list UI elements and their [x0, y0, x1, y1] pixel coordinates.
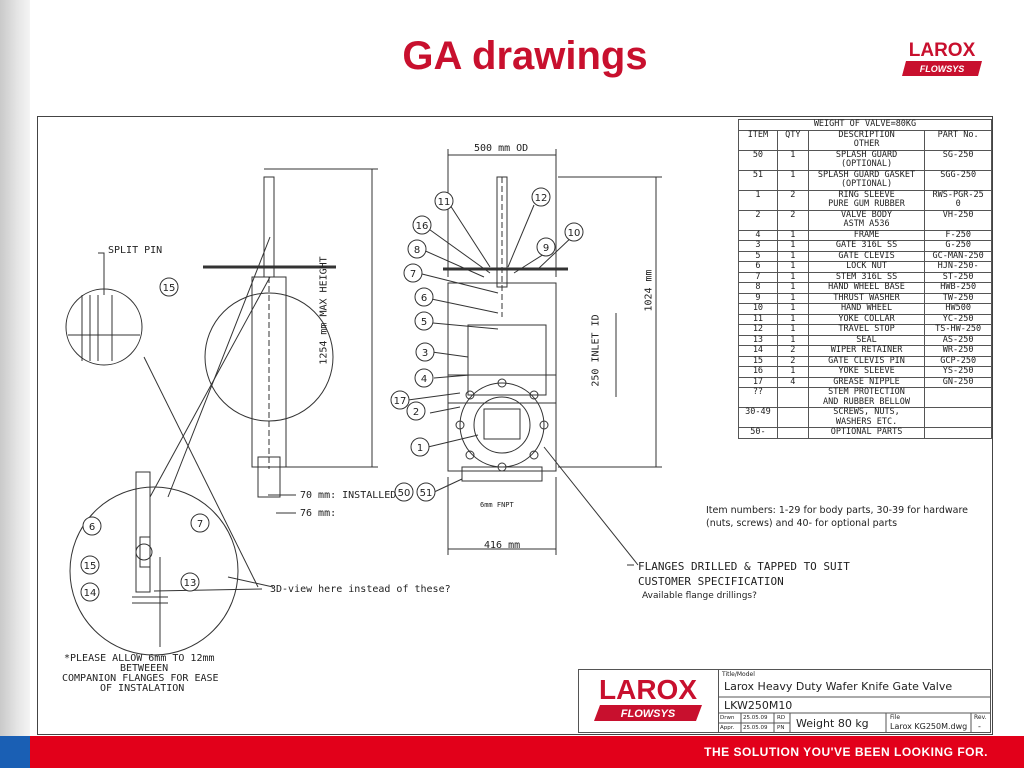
parts-table-cell: 1 [777, 304, 808, 315]
parts-table-cell: 11 [739, 314, 778, 325]
balloon-1 [411, 438, 429, 456]
balloon-5 [415, 312, 433, 330]
parts-table-cell: SGG-250 [925, 170, 992, 190]
parts-table-cell: 1 [777, 170, 808, 190]
dim-od: 500 mm OD [474, 143, 529, 154]
parts-table-cell: 9 [739, 293, 778, 304]
parts-table-cell: SCREWS, NUTS, WASHERS ETC. [808, 408, 925, 428]
note-flanges-1: FLANGES DRILLED & TAPPED TO SUIT [638, 560, 850, 573]
tb-title-label: Title/Model [722, 671, 755, 678]
parts-table-cell: HW500 [925, 304, 992, 315]
parts-table-cell: 1 [777, 325, 808, 336]
balloon-15-detail [81, 556, 99, 574]
parts-table-cell: GATE CLEVIS PIN [808, 356, 925, 367]
balloon-16 [413, 216, 431, 234]
parts-table-cell: SPLASH GUARD (OPTIONAL) [808, 150, 925, 170]
parts-table-cell: RWS-PGR-25 0 [925, 190, 992, 210]
parts-table-cell: WR-250 [925, 346, 992, 357]
slide-title: GA drawings [402, 34, 648, 78]
parts-table-cell: YS-250 [925, 367, 992, 378]
parts-table-row [739, 150, 992, 170]
svg-text:12: 12 [534, 193, 548, 204]
parts-table-cell: TRAVEL STOP [808, 325, 925, 336]
parts-table-cell: THRUST WASHER [808, 293, 925, 304]
parts-table-cell: 1 [777, 241, 808, 252]
balloon-14 [81, 583, 99, 601]
parts-table-cell: 1 [777, 314, 808, 325]
tb-appr: Appr. [720, 725, 735, 731]
parts-table-cell: 50- [739, 428, 778, 439]
parts-table-cell: TW-250 [925, 293, 992, 304]
balloon-51 [417, 483, 435, 501]
parts-table-row [739, 335, 992, 346]
left-gradient-bar [0, 0, 30, 736]
ga-drawing [37, 116, 993, 735]
parts-table-cell: STEM 316L SS [808, 272, 925, 283]
dim-inlet: 250 INLET ID [590, 314, 602, 387]
parts-table-cell: HAND WHEEL BASE [808, 283, 925, 294]
parts-table-cell: VH-250 [925, 210, 992, 230]
parts-table-cell: 1 [777, 262, 808, 273]
balloon-7 [404, 264, 422, 282]
svg-text:LAROX: LAROX [599, 674, 697, 705]
parts-table-cell: YC-250 [925, 314, 992, 325]
parts-table-cell [925, 408, 992, 428]
parts-table-cell: F-250 [925, 230, 992, 241]
parts-table-cell: 6 [739, 262, 778, 273]
parts-table-row [739, 367, 992, 378]
parts-table-cell: HWB-250 [925, 283, 992, 294]
note-allow-3: COMPANION FLANGES FOR EASE [62, 673, 219, 684]
parts-table-cell: G-250 [925, 241, 992, 252]
svg-text:3: 3 [421, 348, 429, 359]
tb-file-label: File [890, 714, 901, 721]
dim-fnpt: 6mm FNPT [480, 501, 514, 509]
footer-bar [0, 736, 1024, 768]
parts-table-cell: STEM PROTECTION AND RUBBER BELLOW [808, 388, 925, 408]
parts-table-cell: 1 [777, 367, 808, 378]
parts-table-weight: WEIGHT OF VALVE=80KG [739, 120, 992, 131]
parts-table-row [739, 388, 992, 408]
parts-table-cell: SG-250 [925, 150, 992, 170]
parts-table-row [739, 283, 992, 294]
parts-table-cell [777, 408, 808, 428]
balloon-6-detail [83, 517, 101, 535]
tb-appr-date: 25.05.09 [743, 725, 768, 731]
parts-table-cell: 2 [777, 210, 808, 230]
svg-text:6: 6 [88, 522, 96, 533]
parts-table-row [739, 314, 992, 325]
parts-table [738, 119, 992, 439]
parts-table-cell: 1 [777, 293, 808, 304]
parts-table-cell: 1 [777, 150, 808, 170]
parts-table-cell [777, 428, 808, 439]
title-block [578, 669, 991, 733]
dim-max-height: 1254 mm MAX HEIGHT [318, 256, 330, 365]
svg-text:10: 10 [567, 228, 581, 239]
parts-table-row [739, 190, 992, 210]
balloon-7-detail [191, 514, 209, 532]
parts-table-row [739, 325, 992, 336]
tb-model: LKW250M10 [724, 699, 793, 712]
svg-text:FLOWSYS: FLOWSYS [620, 708, 676, 720]
parts-table-cell: YOKE SLEEVE [808, 367, 925, 378]
svg-text:FLOWSYS: FLOWSYS [919, 64, 965, 74]
balloon-3 [416, 343, 434, 361]
footer-blue-block [0, 736, 30, 768]
note-split-pin: SPLIT PIN [108, 245, 163, 256]
svg-text:14: 14 [83, 588, 97, 599]
parts-table-cell [925, 388, 992, 408]
parts-table-cell: LOCK NUT [808, 262, 925, 273]
parts-table-cell [777, 388, 808, 408]
svg-text:2: 2 [412, 407, 420, 418]
parts-table-cell: 30-49 [739, 408, 778, 428]
note-allow-1: *PLEASE ALLOW 6mm TO 12mm [64, 653, 215, 664]
parts-table-row [739, 210, 992, 230]
balloon-17 [391, 391, 409, 409]
parts-table-cell: 4 [777, 377, 808, 388]
parts-table-cell: 10 [739, 304, 778, 315]
parts-table-cell: SPLASH GUARD GASKET (OPTIONAL) [808, 170, 925, 190]
svg-text:51: 51 [419, 488, 433, 499]
balloon-50 [395, 483, 413, 501]
parts-table-cell: 4 [739, 230, 778, 241]
tb-drwn: Drwn [720, 715, 735, 721]
balloon-8 [408, 240, 426, 258]
parts-table-cell: TS-HW-250 [925, 325, 992, 336]
parts-table-cell: GN-250 [925, 377, 992, 388]
parts-table-cell: HAND WHEEL [808, 304, 925, 315]
dim-height: 1024 mm [643, 269, 655, 312]
parts-table-cell: 3 [739, 241, 778, 252]
tb-weight: Weight 80 kg [796, 717, 869, 730]
svg-text:15: 15 [162, 283, 176, 294]
svg-text:4: 4 [420, 374, 428, 385]
parts-table-row [739, 170, 992, 190]
dim-installed: 70 mm: INSTALLED [300, 490, 397, 501]
parts-table-cell: 2 [777, 190, 808, 210]
svg-text:9: 9 [542, 243, 550, 254]
dim-416: 416 mm [484, 540, 521, 551]
parts-table-row [739, 293, 992, 304]
parts-table-cell: 12 [739, 325, 778, 336]
parts-table-cell: AS-250 [925, 335, 992, 346]
parts-table-cell: 15 [739, 356, 778, 367]
note-available: Available flange drillings? [642, 591, 757, 601]
tb-drwn-by: RD [777, 715, 786, 721]
parts-table-cell: 51 [739, 170, 778, 190]
svg-text:8: 8 [413, 245, 421, 256]
parts-table-row [739, 251, 992, 262]
svg-text:7: 7 [409, 269, 417, 280]
svg-text:15: 15 [83, 561, 97, 572]
parts-table-cell: 1 [777, 335, 808, 346]
parts-table-cell: GC-MAN-250 [925, 251, 992, 262]
note-flanges-2: CUSTOMER SPECIFICATION [638, 575, 784, 588]
parts-table-cell: GCP-250 [925, 356, 992, 367]
parts-table-row [739, 346, 992, 357]
svg-text:16: 16 [415, 221, 429, 232]
svg-text:50: 50 [397, 488, 411, 499]
parts-table-cell [925, 428, 992, 439]
balloon-10 [565, 223, 583, 241]
parts-table-row [739, 262, 992, 273]
parts-table-row [739, 408, 992, 428]
balloon-13 [181, 573, 199, 591]
parts-table-cell: 13 [739, 335, 778, 346]
parts-table-cell: ?? [739, 388, 778, 408]
parts-table-header: ITEM QTY DESCRIPTION OTHER PART No. [739, 130, 992, 150]
note-item-numbers-1: Item numbers: 1-29 for body parts, 30-39 for hardware [706, 505, 968, 516]
balloon-6 [415, 288, 433, 306]
parts-table-cell: OPTIONAL PARTS [808, 428, 925, 439]
parts-table-row [739, 356, 992, 367]
parts-table-cell: SEAL [808, 335, 925, 346]
parts-table-cell: VALVE BODY ASTM A536 [808, 210, 925, 230]
parts-table-cell: 2 [739, 210, 778, 230]
tb-title: Larox Heavy Duty Wafer Knife Gate Valve [724, 680, 953, 693]
tb-file: Larox KG250M.dwg [890, 722, 968, 731]
balloon-9 [537, 238, 555, 256]
parts-table-cell: 2 [777, 356, 808, 367]
parts-table-cell: GATE CLEVIS [808, 251, 925, 262]
parts-table-row [739, 272, 992, 283]
svg-text:7: 7 [196, 519, 204, 530]
tb-drwn-date: 25.05.09 [743, 715, 768, 721]
parts-table-row [739, 304, 992, 315]
larox-logo [892, 36, 992, 88]
parts-table-cell: 1 [777, 230, 808, 241]
parts-table-row [739, 241, 992, 252]
parts-table-cell: 7 [739, 272, 778, 283]
balloon-11 [435, 192, 453, 210]
tb-rev-label: Rev. [974, 714, 987, 721]
balloon-4 [415, 369, 433, 387]
parts-table-cell: RING SLEEVE PURE GUM RUBBER [808, 190, 925, 210]
parts-table-cell: 1 [777, 251, 808, 262]
parts-table-cell: 17 [739, 377, 778, 388]
svg-text:13: 13 [183, 578, 197, 589]
note-allow-2: BETWEEEN [120, 663, 169, 674]
tb-rev: - [978, 722, 981, 731]
svg-text:17: 17 [393, 396, 407, 407]
parts-table-cell: ST-250 [925, 272, 992, 283]
parts-table-cell: 16 [739, 367, 778, 378]
parts-table-cell: YOKE COLLAR [808, 314, 925, 325]
parts-table-row [739, 377, 992, 388]
parts-table-cell: 2 [777, 346, 808, 357]
parts-table-cell: 5 [739, 251, 778, 262]
note-3d-view: 3D-view here instead of these? [270, 584, 451, 595]
svg-text:1: 1 [416, 443, 424, 454]
balloon-12 [532, 188, 550, 206]
svg-text:6: 6 [420, 293, 428, 304]
parts-table-cell: FRAME [808, 230, 925, 241]
footer-tagline: THE SOLUTION YOU'VE BEEN LOOKING FOR. [704, 745, 988, 759]
parts-table-row [739, 428, 992, 439]
parts-table-cell: GATE 316L SS [808, 241, 925, 252]
parts-table-cell: HJN-250- [925, 262, 992, 273]
dim-76: 76 mm: [300, 508, 337, 519]
balloon-15-top [160, 278, 178, 296]
tb-appr-by: PN [777, 725, 785, 731]
note-item-numbers-2: (nuts, screws) and 40- for optional parts [706, 518, 898, 529]
parts-table-cell: 1 [739, 190, 778, 210]
svg-text:5: 5 [420, 317, 428, 328]
parts-table-cell: 50 [739, 150, 778, 170]
balloon-2 [407, 402, 425, 420]
note-allow-4: OF INSTALATION [100, 683, 185, 694]
parts-table-cell: 1 [777, 283, 808, 294]
parts-table-cell: 8 [739, 283, 778, 294]
svg-text:11: 11 [437, 197, 451, 208]
parts-table-cell: 1 [777, 272, 808, 283]
parts-table-cell: GREASE NIPPLE [808, 377, 925, 388]
parts-table-cell: WIPER RETAINER [808, 346, 925, 357]
parts-table-row [739, 230, 992, 241]
svg-text:LAROX: LAROX [908, 40, 976, 61]
parts-table-cell: 14 [739, 346, 778, 357]
